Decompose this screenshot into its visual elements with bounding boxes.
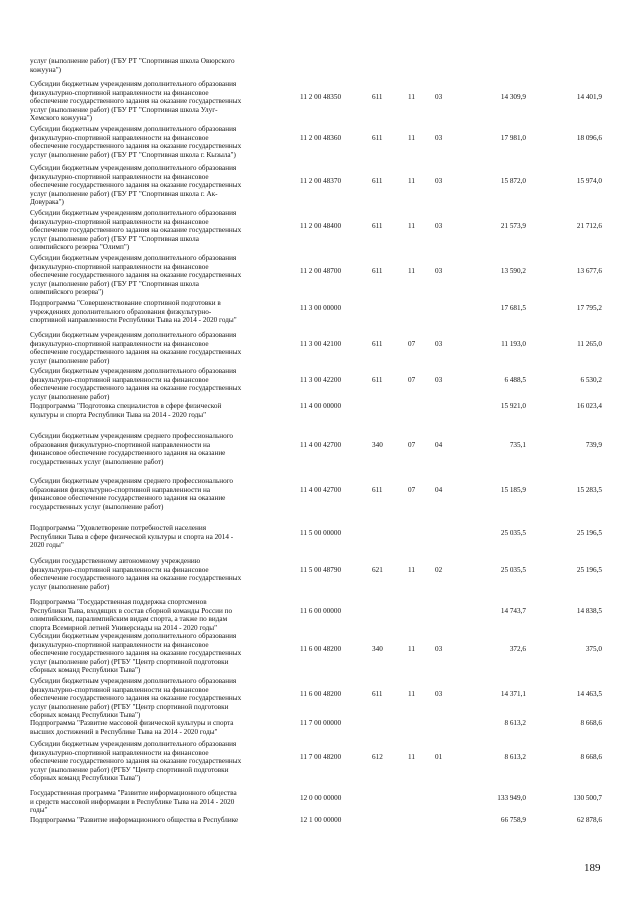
row-description bbox=[30, 432, 292, 466]
row-description bbox=[30, 125, 292, 159]
description-line: спорта Всемирной летней Универсиады на 2014 - 2020 годы" bbox=[30, 623, 218, 632]
description-line: обеспечение государственного задания на оказание государственных bbox=[30, 271, 242, 280]
amount-year-2: 13 677,6 bbox=[576, 267, 602, 275]
amount-year-2: 14 463,5 bbox=[576, 690, 602, 698]
description-line: физкультурно-спортивной направленности на финансовое bbox=[30, 262, 209, 271]
description-line: услуг (выполнение работ) bbox=[30, 356, 110, 365]
description-line: Субсидии бюджетным учреждениям среднего профессионального bbox=[30, 432, 234, 440]
row-description bbox=[30, 816, 292, 825]
description-line: Субсидии бюджетным учреждениям дополнительного образования bbox=[30, 677, 237, 685]
description-line: государственных услуг (выполнение работ) bbox=[30, 502, 164, 511]
description-line: Субсидии бюджетным учреждениям дополнительного образования bbox=[30, 254, 237, 262]
target-article-code: 12 0 00 00000 bbox=[300, 794, 342, 802]
amount-year-2: 8 668,6 bbox=[580, 753, 602, 761]
expense-type: 611 bbox=[372, 267, 383, 275]
description-line: Подпрограмма "Государственная поддержка спортсменов bbox=[30, 598, 207, 606]
description-line: обеспечение государственного задания на оказание государственных bbox=[30, 694, 242, 703]
expense-type: 621 bbox=[372, 566, 383, 574]
amount-year-1: 11 193,0 bbox=[501, 340, 526, 348]
amount-year-1: 17 681,5 bbox=[500, 304, 526, 312]
amount-year-2: 17 795,2 bbox=[576, 304, 602, 312]
amount-year-1: 6 488,5 bbox=[504, 376, 526, 384]
expense-type: 611 bbox=[372, 134, 383, 142]
target-article-code: 11 6 00 48200 bbox=[300, 645, 342, 653]
expense-type: 611 bbox=[372, 340, 383, 348]
description-line: физкультурно-спортивной направленности на финансовое bbox=[30, 565, 209, 574]
description-line: обеспечение государственного задания на оказание государственных bbox=[30, 574, 242, 583]
section-code: 11 bbox=[408, 753, 415, 761]
description-line: спортивной направленности Республики Тыва на 2014 - 2020 годы" bbox=[30, 316, 237, 325]
description-line: Подпрограмма "Подготовка специалистов в сфере физической bbox=[30, 402, 222, 410]
section-code: 07 bbox=[408, 486, 416, 494]
description-line: услуг (выполнение работ) (ГБУ РТ "Спортивная школа bbox=[30, 279, 199, 288]
description-line: обеспечение государственного задания на оказание государственных bbox=[30, 649, 242, 658]
row-description bbox=[30, 402, 292, 419]
amount-year-1: 15 921,0 bbox=[500, 402, 526, 410]
section-code: 07 bbox=[408, 441, 416, 449]
amount-year-2: 14 838,5 bbox=[576, 607, 602, 615]
description-line: культуры и спорта Республики Тыва на 2014 - 2020 годы" bbox=[30, 410, 207, 419]
amount-year-2: 15 974,0 bbox=[576, 177, 602, 185]
description-line: Подпрограмма "Совершенствование спортивной подготовки в bbox=[30, 299, 221, 307]
description-line: обеспечение государственного задания на оказание государственных bbox=[30, 757, 242, 766]
row-description bbox=[30, 632, 292, 675]
page-number: 189 bbox=[584, 862, 601, 874]
description-line: услуг (выполнение работ) (ГБУ РТ "Спортивная школа bbox=[30, 234, 199, 243]
description-line: услуг (выполнение работ) (ГБУ РТ "Спортивная школа Улуг- bbox=[30, 105, 218, 114]
subsection-code: 03 bbox=[435, 340, 443, 348]
amount-year-1: 17 981,0 bbox=[500, 134, 526, 142]
expense-type: 340 bbox=[372, 441, 383, 449]
section-code: 11 bbox=[408, 267, 415, 275]
amount-year-2: 11 265,0 bbox=[577, 340, 602, 348]
description-line: физкультурно-спортивной направленности на финансовое bbox=[30, 217, 209, 226]
target-article-code: 11 2 00 48700 bbox=[300, 267, 342, 275]
row-description bbox=[30, 331, 292, 365]
description-line: Субсидии бюджетным учреждениям дополнительного образования bbox=[30, 209, 237, 217]
description-line: Субсидии бюджетным учреждениям дополнительного образования bbox=[30, 740, 237, 748]
row-description bbox=[30, 719, 292, 736]
amount-year-1: 25 035,5 bbox=[500, 566, 526, 574]
description-line: Субсидии бюджетным учреждениям дополнительного образования bbox=[30, 331, 237, 339]
section-code: 11 bbox=[408, 566, 415, 574]
description-line: физкультурно-спортивной направленности на финансовое bbox=[30, 748, 209, 757]
description-line: Субсидии государственному автономному учреждению bbox=[30, 557, 201, 565]
section-code: 11 bbox=[408, 645, 415, 653]
section-code: 11 bbox=[408, 134, 415, 142]
subsection-code: 04 bbox=[435, 486, 443, 494]
target-article-code: 11 2 00 48350 bbox=[300, 93, 342, 101]
amount-year-2: 15 283,5 bbox=[576, 486, 602, 494]
description-line: сборных команд Республики Тыва") bbox=[30, 666, 141, 675]
expense-type: 340 bbox=[372, 645, 383, 653]
description-line: обеспечение государственного задания на оказание государственных bbox=[30, 97, 242, 106]
subsection-code: 03 bbox=[435, 222, 443, 230]
description-line: услуг (выполнение работ) bbox=[30, 582, 110, 591]
description-line: физкультурно-спортивной направленности на финансовое bbox=[30, 133, 209, 142]
description-line: обеспечение государственного задания на оказание государственных bbox=[30, 181, 242, 190]
subsection-code: 03 bbox=[435, 645, 443, 653]
amount-year-1: 15 872,0 bbox=[500, 177, 526, 185]
target-article-code: 11 6 00 00000 bbox=[300, 607, 342, 615]
description-line: обеспечение государственного задания на оказание государственных bbox=[30, 384, 242, 393]
row-description bbox=[30, 789, 292, 815]
subsection-code: 03 bbox=[435, 177, 443, 185]
amount-year-1: 21 573,9 bbox=[500, 222, 526, 230]
description-line: физкультурно-спортивной направленности на финансовое bbox=[30, 685, 209, 694]
section-code: 11 bbox=[408, 177, 415, 185]
row-description bbox=[30, 740, 292, 783]
row-description bbox=[30, 299, 292, 325]
description-line: Подпрограмма "Удовлетворение потребностей населения bbox=[30, 524, 206, 532]
target-article-code: 12 1 00 00000 bbox=[300, 816, 342, 824]
description-line: учреждениях дополнительного образования физкультурно- bbox=[30, 307, 212, 316]
amount-year-1: 133 949,0 bbox=[497, 794, 526, 802]
subsection-code: 04 bbox=[435, 441, 443, 449]
description-line: Подпрограмма "Развитие информационного общества в Республике bbox=[30, 816, 239, 824]
description-line: обеспечение государственного задания на оказание государственных bbox=[30, 142, 242, 151]
description-line: Республики Тыва, входящих в состав сборной команды России по bbox=[30, 606, 233, 615]
description-line: услуг (выполнение работ) bbox=[30, 392, 110, 401]
amount-year-1: 14 309,9 bbox=[500, 93, 526, 101]
expense-type: 611 bbox=[372, 177, 383, 185]
row-description bbox=[30, 164, 292, 207]
amount-year-2: 25 196,5 bbox=[576, 566, 602, 574]
target-article-code: 11 6 00 48200 bbox=[300, 690, 342, 698]
amount-year-1: 15 185,9 bbox=[500, 486, 526, 494]
description-line: услуг (выполнение работ) (ГБУ РТ "Спортивная школа г. Кызыла") bbox=[30, 150, 236, 159]
expense-type: 612 bbox=[372, 753, 383, 761]
description-line: образования физкультурно-спортивной направленности на bbox=[30, 440, 211, 449]
expense-type: 611 bbox=[372, 690, 383, 698]
target-article-code: 11 2 00 48400 bbox=[300, 222, 342, 230]
expense-type: 611 bbox=[372, 376, 383, 384]
target-article-code: 11 4 00 00000 bbox=[300, 402, 342, 410]
expense-type: 611 bbox=[372, 486, 383, 494]
description-line: физкультурно-спортивной направленности на финансовое bbox=[30, 88, 209, 97]
amount-year-2: 375,0 bbox=[585, 645, 602, 653]
description-line: и средств массовой информации в Республике Тыва на 2014 - 2020 bbox=[30, 797, 235, 806]
description-line: услуг (выполнение работ) (РГБУ "Центр спортивной подготовки bbox=[30, 702, 229, 711]
row-description bbox=[30, 677, 292, 720]
description-line: государственных услуг (выполнение работ) bbox=[30, 457, 164, 466]
description-line: Подпрограмма "Развитие массовой физической культуры и спорта bbox=[30, 719, 234, 727]
description-line: финансовое обеспечение государственного задания на оказание bbox=[30, 449, 226, 458]
description-line: сборных команд Республики Тыва") bbox=[30, 711, 141, 720]
description-line: образования физкультурно-спортивной направленности на bbox=[30, 485, 211, 494]
description-line: услуг (выполнение работ) (РГБУ "Центр спортивной подготовки bbox=[30, 765, 229, 774]
row-description bbox=[30, 524, 292, 550]
description-line: высших достижений в Республике Тыва на 2014 - 2020 годы" bbox=[30, 727, 218, 736]
description-line: физкультурно-спортивной направленности на финансовое bbox=[30, 339, 209, 348]
description-line: кожууна") bbox=[30, 65, 62, 74]
row-description bbox=[30, 80, 292, 123]
description-line: олимпийского резерва") bbox=[30, 288, 104, 297]
section-code: 11 bbox=[408, 690, 415, 698]
amount-year-2: 18 096,6 bbox=[576, 134, 602, 142]
expense-type: 611 bbox=[372, 93, 383, 101]
amount-year-1: 14 743,7 bbox=[500, 607, 526, 615]
subsection-code: 03 bbox=[435, 134, 443, 142]
amount-year-1: 735,1 bbox=[509, 441, 526, 449]
description-line: Субсидии бюджетным учреждениям дополнительного образования bbox=[30, 632, 237, 640]
target-article-code: 11 3 00 42100 bbox=[300, 340, 342, 348]
amount-year-2: 21 712,6 bbox=[576, 222, 602, 230]
amount-year-2: 25 196,5 bbox=[576, 529, 602, 537]
target-article-code: 11 3 00 00000 bbox=[300, 304, 342, 312]
description-line: Государственная программа "Развитие информационного общества bbox=[30, 789, 237, 797]
subsection-code: 03 bbox=[435, 376, 443, 384]
subsection-code: 03 bbox=[435, 267, 443, 275]
description-line: годы" bbox=[30, 806, 48, 815]
target-article-code: 11 4 00 42700 bbox=[300, 441, 342, 449]
amount-year-1: 8 613,2 bbox=[504, 719, 526, 727]
amount-year-1: 372,6 bbox=[509, 645, 526, 653]
amount-year-2: 6 530,2 bbox=[580, 376, 602, 384]
row-description bbox=[30, 557, 292, 591]
amount-year-1: 13 590,2 bbox=[500, 267, 526, 275]
description-line: услуг (выполнение работ) (ГБУ РТ "Спортивная школа г. Ак- bbox=[30, 189, 218, 198]
description-line: Субсидии бюджетным учреждениям дополнительного образования bbox=[30, 367, 237, 375]
subsection-code: 03 bbox=[435, 690, 443, 698]
description-line: физкультурно-спортивной направленности на финансовое bbox=[30, 375, 209, 384]
section-code: 11 bbox=[408, 222, 415, 230]
target-article-code: 11 5 00 48790 bbox=[300, 566, 342, 574]
target-article-code: 11 4 00 42700 bbox=[300, 486, 342, 494]
subsection-code: 03 bbox=[435, 93, 443, 101]
description-line: обеспечение государственного задания на оказание государственных bbox=[30, 348, 242, 357]
description-line: Хемского кожууна") bbox=[30, 114, 93, 123]
row-description bbox=[30, 477, 292, 511]
description-line: физкультурно-спортивной направленности на финансовое bbox=[30, 172, 209, 181]
section-code: 07 bbox=[408, 340, 416, 348]
subsection-code: 02 bbox=[435, 566, 443, 574]
amount-year-2: 62 878,6 bbox=[576, 816, 602, 824]
amount-year-2: 16 023,4 bbox=[576, 402, 602, 410]
target-article-code: 11 5 00 00000 bbox=[300, 529, 342, 537]
description-line: Субсидии бюджетным учреждениям дополнительного образования bbox=[30, 80, 237, 88]
amount-year-2: 739,9 bbox=[585, 441, 602, 449]
amount-year-2: 8 668,6 bbox=[580, 719, 602, 727]
row-description bbox=[30, 367, 292, 401]
description-line: физкультурно-спортивной направленности на финансовое bbox=[30, 640, 209, 649]
section-code: 11 bbox=[408, 93, 415, 101]
description-line: сборных команд Республики Тыва") bbox=[30, 774, 141, 783]
description-line: Субсидии бюджетным учреждениям среднего профессионального bbox=[30, 477, 234, 485]
amount-year-1: 14 371,1 bbox=[500, 690, 526, 698]
description-line: услуг (выполнение работ) (ГБУ РТ "Спортивная школа Овюрского bbox=[30, 57, 235, 65]
row-description bbox=[30, 254, 292, 297]
description-line: услуг (выполнение работ) (РГБУ "Центр спортивной подготовки bbox=[30, 657, 229, 666]
subsection-code: 01 bbox=[435, 753, 443, 761]
description-line: олимпийского резерва "Олимп") bbox=[30, 243, 130, 252]
amount-year-2: 14 401,9 bbox=[576, 93, 602, 101]
description-line: финансовое обеспечение государственного задания на оказание bbox=[30, 494, 226, 503]
target-article-code: 11 7 00 48200 bbox=[300, 753, 342, 761]
target-article-code: 11 3 00 42200 bbox=[300, 376, 342, 384]
amount-year-1: 25 035,5 bbox=[500, 529, 526, 537]
amount-year-1: 66 758,9 bbox=[500, 816, 526, 824]
section-code: 07 bbox=[408, 376, 416, 384]
target-article-code: 11 2 00 48370 bbox=[300, 177, 342, 185]
description-line: Довурака") bbox=[30, 198, 64, 207]
target-article-code: 11 7 00 00000 bbox=[300, 719, 342, 727]
target-article-code: 11 2 00 48360 bbox=[300, 134, 342, 142]
description-line: олимпийским, паралимпийским видам спорта, а также по видам bbox=[30, 615, 228, 624]
row-description bbox=[30, 57, 292, 74]
description-line: Субсидии бюджетным учреждениям дополнительного образования bbox=[30, 125, 237, 133]
description-line: 2020 годы" bbox=[30, 541, 64, 550]
expense-type: 611 bbox=[372, 222, 383, 230]
amount-year-1: 8 613,2 bbox=[504, 753, 526, 761]
description-line: обеспечение государственного задания на оказание государственных bbox=[30, 226, 242, 235]
description-line: Республики Тыва в сфере физической культуры и спорта на 2014 - bbox=[30, 532, 234, 541]
row-description bbox=[30, 209, 292, 252]
row-description bbox=[30, 598, 292, 632]
description-line: Субсидии бюджетным учреждениям дополнительного образования bbox=[30, 164, 237, 172]
amount-year-2: 130 500,7 bbox=[573, 794, 602, 802]
